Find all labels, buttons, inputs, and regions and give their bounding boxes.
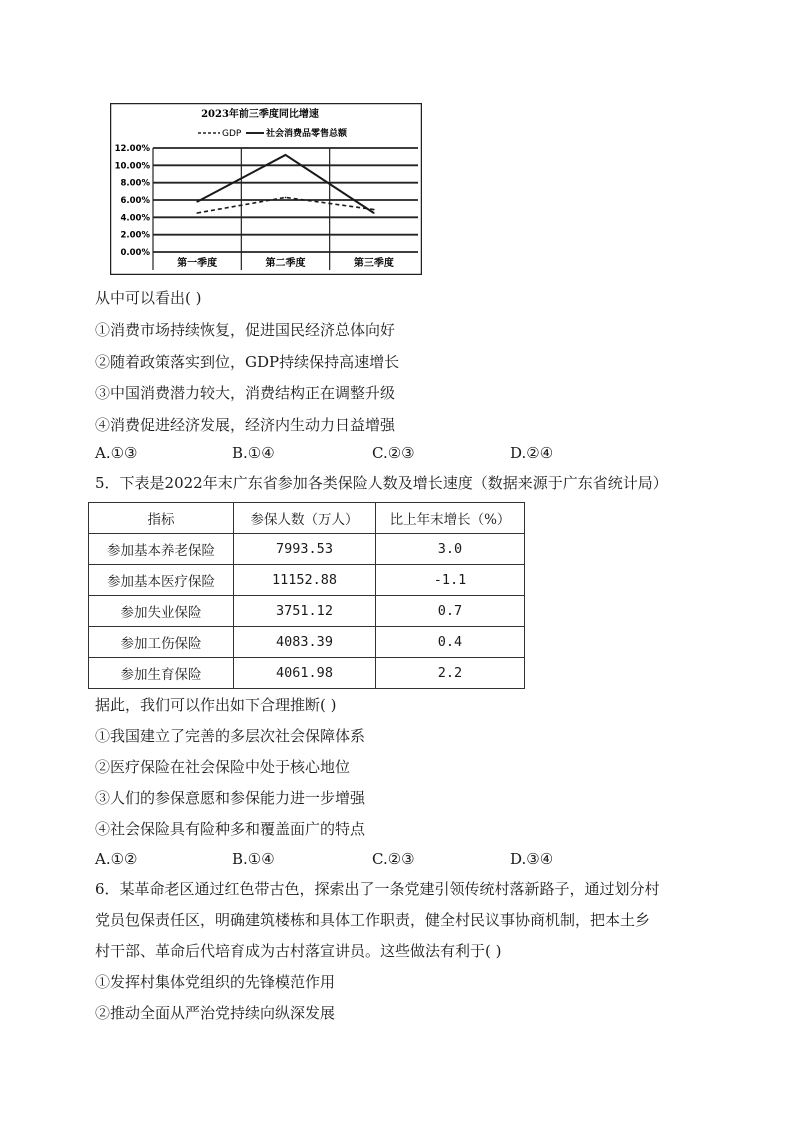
table-cell-count: 3751.12: [234, 596, 376, 627]
y-tick-label: 4.00%: [120, 213, 150, 224]
q4-option-d[interactable]: D.②④: [510, 444, 554, 462]
q5-item-3: ③人们的参保意愿和参保能力进一步增强: [95, 789, 366, 807]
table-header: 参保人数（万人）: [234, 503, 376, 534]
x-axis-ticks: [177, 256, 394, 269]
table-cell-growth: 0.7: [376, 596, 525, 627]
x-tick-label: 第三季度: [353, 258, 394, 269]
data-point: [373, 209, 375, 211]
table-header: 比上年末增长（%）: [376, 503, 525, 534]
q4-stem: 从中可以看出( ): [95, 289, 202, 307]
q5-item-2: ②医疗保险在社会保险中处于核心地位: [95, 758, 351, 776]
q5-option-c[interactable]: C.②③: [372, 850, 415, 868]
table-header-row: [89, 503, 525, 534]
data-point: [196, 212, 198, 214]
y-tick-label: 0.00%: [120, 248, 150, 258]
table-cell-indicator: 参加工伤保险: [89, 627, 234, 658]
table-cell-indicator: 参加基本养老保险: [89, 534, 234, 565]
q6-stem-line-2: 党员包保责任区，明确建筑楼栋和具体工作职责，健全村民议事协商机制，把本土乡: [95, 911, 651, 929]
q5-option-b[interactable]: B.①④: [232, 850, 275, 868]
growth-line-chart: [110, 103, 422, 275]
table-cell-count: 7993.53: [234, 534, 376, 565]
data-point: [285, 154, 287, 156]
y-tick-label: 10.00%: [114, 161, 150, 172]
table-cell-growth: 0.4: [376, 627, 525, 658]
x-tick-label: 第二季度: [265, 258, 306, 269]
table-cell-growth: 2.2: [376, 658, 525, 689]
q4-option-b[interactable]: B.①④: [232, 444, 275, 462]
chart-title: 2023年前三季度同比增速: [201, 109, 319, 120]
q4-item-3: ③中国消费潜力较大，消费结构正在调整升级: [95, 384, 396, 402]
q5-option-d[interactable]: D.③④: [510, 850, 554, 868]
table-cell-count: 11152.88: [234, 565, 376, 596]
table-row: [89, 658, 525, 689]
legend-retail-label: 社会消费品零售总额: [266, 129, 348, 139]
table-cell-growth: -1.1: [376, 565, 525, 596]
insurance-table: [88, 502, 525, 689]
table-row: [89, 565, 525, 596]
q5-item-4: ④社会保险具有险种多和覆盖面广的特点: [95, 820, 366, 838]
legend-gdp-label: GDP: [222, 129, 242, 139]
table-header: 指标: [89, 503, 234, 534]
q4-item-4: ④消费促进经济发展，经济内生动力日益增强: [95, 416, 396, 434]
q4-item-1: ①消费市场持续恢复，促进国民经济总体向好: [95, 321, 396, 339]
table-cell-indicator: 参加生育保险: [89, 658, 234, 689]
chart-svg: [110, 103, 422, 275]
q6-stem-line-1: 6．某革命老区通过红色带古色，探索出了一条党建引领传统村落新路子，通过划分村: [95, 880, 660, 898]
y-tick-label: 8.00%: [120, 178, 150, 189]
q5-stem: 5．下表是2022年末广东省参加各类保险人数及增长速度（数据来源于广东省统计局）: [95, 474, 668, 492]
table-cell-count: 4061.98: [234, 658, 376, 689]
y-tick-label: 12.00%: [114, 144, 150, 154]
table-cell-indicator: 参加基本医疗保险: [89, 565, 234, 596]
table-row: [89, 534, 525, 565]
q5-question: 据此，我们可以作出如下合理推断( ): [95, 696, 337, 714]
q4-item-2: ②随着政策落实到位，GDP持续保持高速增长: [95, 353, 400, 371]
table-cell-count: 4083.39: [234, 627, 376, 658]
q5-item-1: ①我国建立了完善的多层次社会保障体系: [95, 727, 366, 745]
data-point: [373, 212, 375, 214]
data-point: [196, 201, 198, 203]
table-row: [89, 627, 525, 658]
table-cell-growth: 3.0: [376, 534, 525, 565]
q5-option-a[interactable]: A.①②: [95, 850, 138, 868]
q4-option-a[interactable]: A.①③: [95, 444, 138, 462]
table-row: [89, 596, 525, 627]
q6-item-1: ①发挥村集体党组织的先锋模范作用: [95, 973, 336, 991]
x-tick-label: 第一季度: [177, 258, 218, 269]
table-cell-indicator: 参加失业保险: [89, 596, 234, 627]
data-point: [285, 197, 287, 199]
q6-item-2: ②推动全面从严治党持续向纵深发展: [95, 1004, 336, 1022]
q4-option-c[interactable]: C.②③: [372, 444, 415, 462]
q6-stem-line-3: 村干部、革命后代培育成为古村落宣讲员。这些做法有利于( ): [95, 942, 502, 960]
y-tick-label: 2.00%: [120, 230, 150, 241]
y-tick-label: 6.00%: [120, 196, 150, 206]
